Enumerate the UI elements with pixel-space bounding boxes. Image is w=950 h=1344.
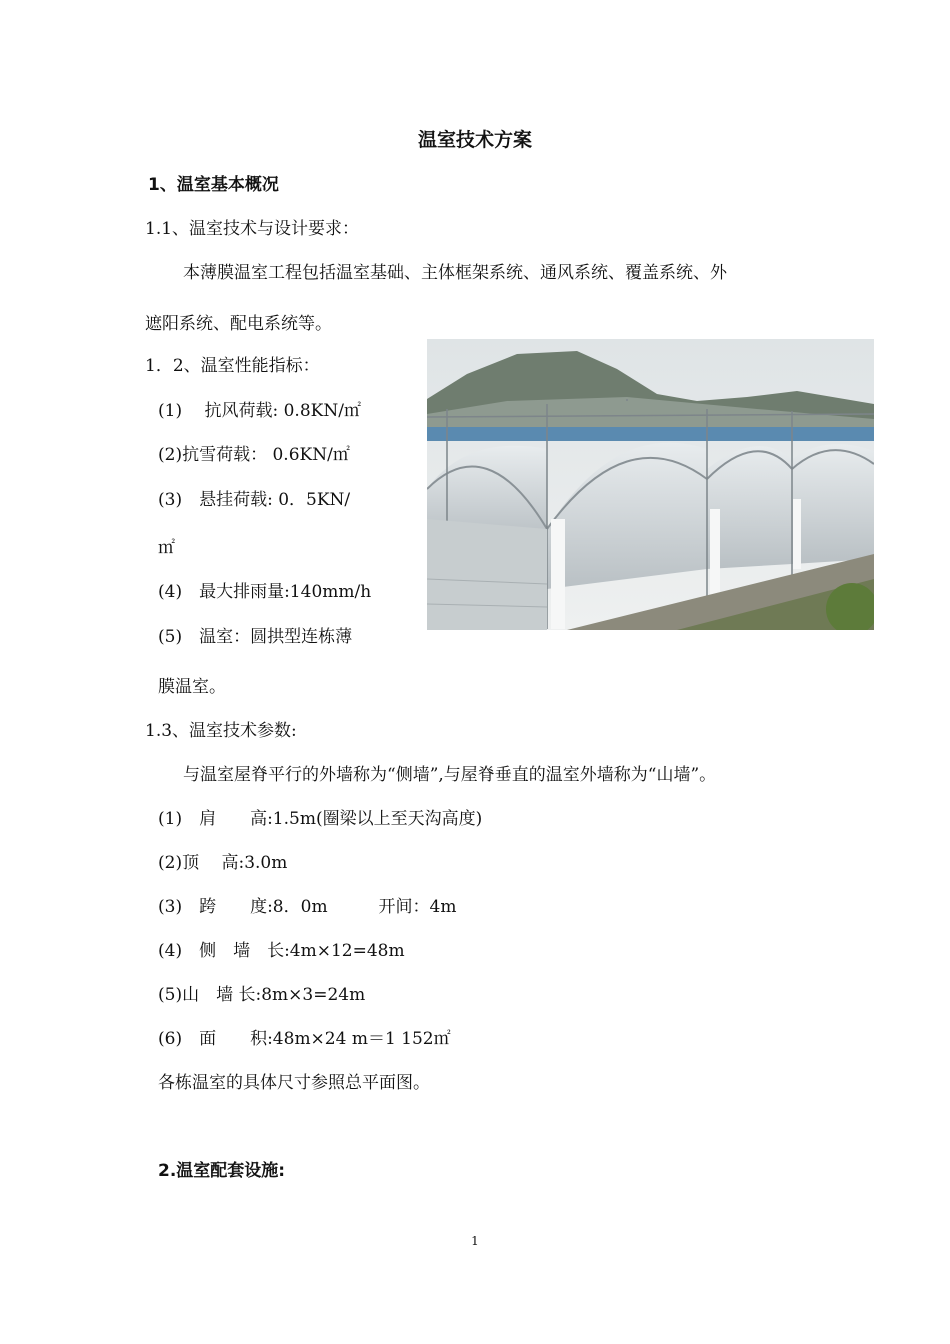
perf-item-2: (2)抗雪荷载： 0.6KN/㎡ <box>158 445 350 465</box>
perf-item-3: (3) 悬挂荷载: 0．5KN/ <box>158 490 351 510</box>
heading-1-2: 1．2、温室性能指标： <box>145 356 320 376</box>
heading-1-1: 1.1、温室技术与设计要求： <box>145 219 360 239</box>
param-item-3: (3) 跨 度:8．0m 开间：4m <box>158 897 457 917</box>
heading-1: 1、温室基本概况 <box>148 175 279 195</box>
paragraph-1-1-line-1: 本薄膜温室工程包括温室基础、主体框架系统、通风系统、覆盖系统、外 <box>183 263 727 283</box>
paragraph-1-3: 与温室屋脊平行的外墙称为“侧墙”,与屋脊垂直的温室外墙称为“山墙”。 <box>183 765 717 785</box>
page-number: 1 <box>471 1234 479 1248</box>
perf-item-1: (1) 抗风荷载: 0.8KN/㎡ <box>158 401 361 421</box>
page-title: 温室技术方案 <box>417 129 532 151</box>
perf-item-5: (5) 温室：圆拱型连栋薄 <box>158 627 353 647</box>
param-item-2: (2)顶 高:3.0m <box>158 853 288 873</box>
perf-item-3-cont: ㎡ <box>158 538 175 558</box>
perf-item-5-cont: 膜温室。 <box>158 677 226 697</box>
perf-item-4: (4) 最大排雨量:140mm/h <box>158 582 372 602</box>
param-item-4: (4) 侧 墙 长:4m×12=48m <box>158 941 405 961</box>
heading-1-3: 1.3、温室技术参数: <box>145 721 297 741</box>
param-item-1: (1) 肩 高:1.5m(圈梁以上至天沟高度) <box>158 809 483 829</box>
param-item-5: (5)山 墙 长:8m×3=24m <box>158 985 366 1005</box>
heading-2: 2.温室配套设施: <box>158 1161 286 1181</box>
param-note: 各栋温室的具体尺寸参照总平面图。 <box>158 1073 430 1093</box>
param-item-6: (6) 面 积:48m×24 m＝1 152㎡ <box>158 1029 451 1049</box>
paragraph-1-1-line-2: 遮阳系统、配电系统等。 <box>145 314 332 334</box>
greenhouse-photo <box>427 339 874 630</box>
